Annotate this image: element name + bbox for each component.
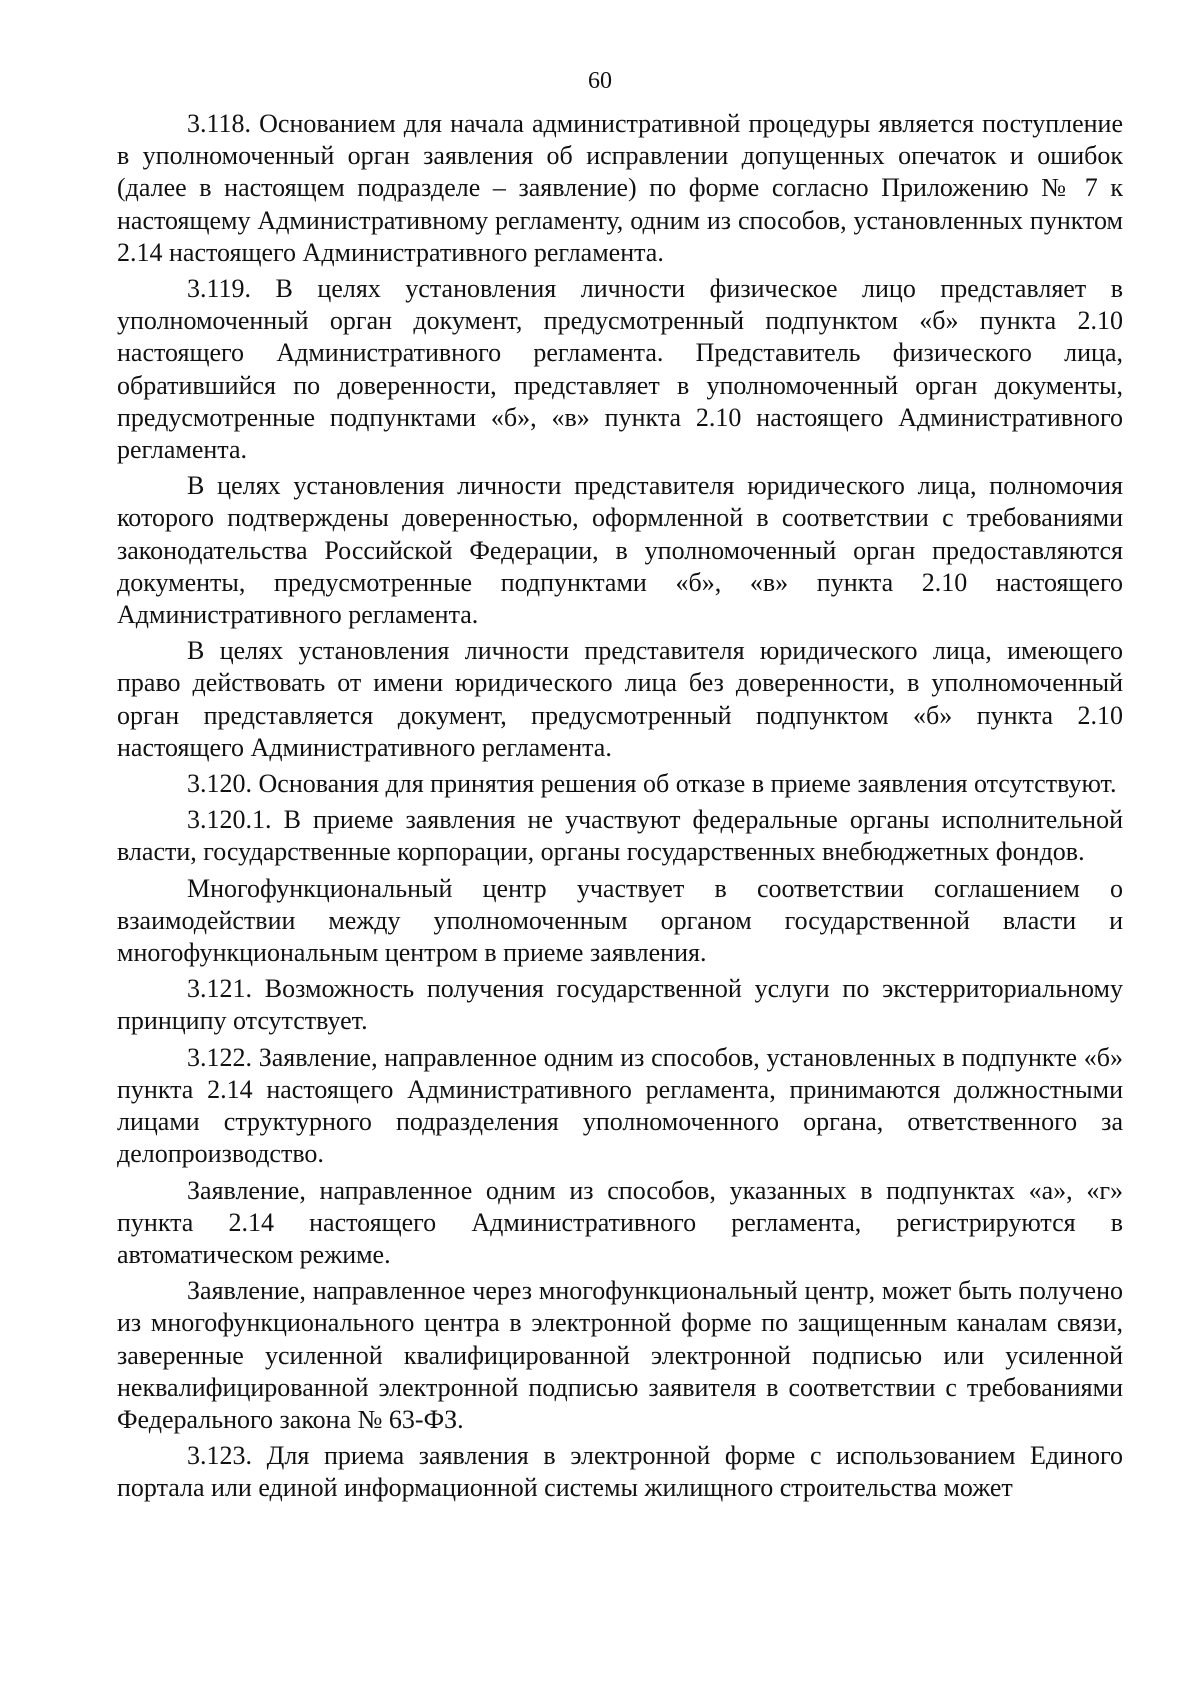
paragraph-legal-entity-proxy: В целях установления личности представителя юридического лица, полномочия которого подтверждены доверенностью, оформленной в соответствии с требованиями законодательства Российской Федерации, в уполномоченный орган предоставляются документы, предусмотренные подпунктами «б», «в» пункта 2.10 настоящего Административного регламента. xyxy=(117,471,1123,630)
paragraph-3-123: 3.123. Для приема заявления в электронной форме с использованием Единого портала или единой информационной системы жилищного строительства может xyxy=(117,1441,1123,1503)
paragraph-legal-entity-no-proxy: В целях установления личности представителя юридического лица, имеющего право действовать от имени юридического лица без доверенности, в уполномоченный орган представляется документ, предусмотренный подпунктом «б» пункта 2.10 настоящего Административного регламента. xyxy=(117,636,1123,762)
paragraph-mfc-electronic: Заявление, направленное через многофункциональный центр, может быть получено из многофункционального центра в электронной форме по защищенным каналам связи, заверенные усиленной квалифицированной электронной подписью или усиленной неквалифицированной электронной подписью заявителя в соответствии с требованиями Федерального закона № 63-ФЗ. xyxy=(117,1276,1123,1434)
paragraph-auto-registration: Заявление, направленное одним из способов, указанных в подпунктах «а», «г» пункта 2.14 настоящего Административного регламента, регистрируются в автоматическом режиме. xyxy=(117,1175,1123,1269)
paragraph-3-119: 3.119. В целях установления личности физическое лицо представляет в уполномоченный орган документ, предусмотренный подпунктом «б» пункта 2.10 настоящего Административного регламента. Представитель физического лица, обратившийся по доверенности, представляет в уполномоченный орган документы, предусмотренные подпунктами «б», «в» пункта 2.10 настоящего Административного регламента. xyxy=(117,274,1123,465)
paragraph-3-118: 3.118. Основанием для начала административной процедуры является поступление в уполномоченный орган заявления об исправлении допущенных опечаток и ошибок (далее в настоящем подразделе – заявление) по форме согласно Приложению № 7 к настоящему Административному регламенту, одним из способов, установленных пунктом 2.14 настоящего Административного регламента. xyxy=(117,109,1123,267)
paragraph-3-120: 3.120. Основания для принятия решения об отказе в приеме заявления отсутствуют. xyxy=(187,769,1117,799)
document-body xyxy=(117,108,1123,1505)
paragraph-mfc-participation: Многофункциональный центр участвует в соответствии соглашением о взаимодействии между уполномоченным органом государственной власти и многофункциональным центром в приеме заявления. xyxy=(117,873,1123,968)
page-number: 60 xyxy=(588,68,612,94)
paragraph-3-120-1: 3.120.1. В приеме заявления не участвуют федеральные органы исполнительной власти, государственные корпорации, органы государственных внебюджетных фондов. xyxy=(117,805,1123,867)
paragraph-3-121: 3.121. Возможность получения государственной услуги по экстерриториальному принципу отсутствует. xyxy=(117,974,1123,1036)
paragraph-3-122: 3.122. Заявление, направленное одним из способов, установленных в подпункте «б» пункта 2.14 настоящего Административного регламента, принимаются должностными лицами структурного подразделения уполномоченного органа, ответственного за делопроизводство. xyxy=(117,1042,1123,1169)
